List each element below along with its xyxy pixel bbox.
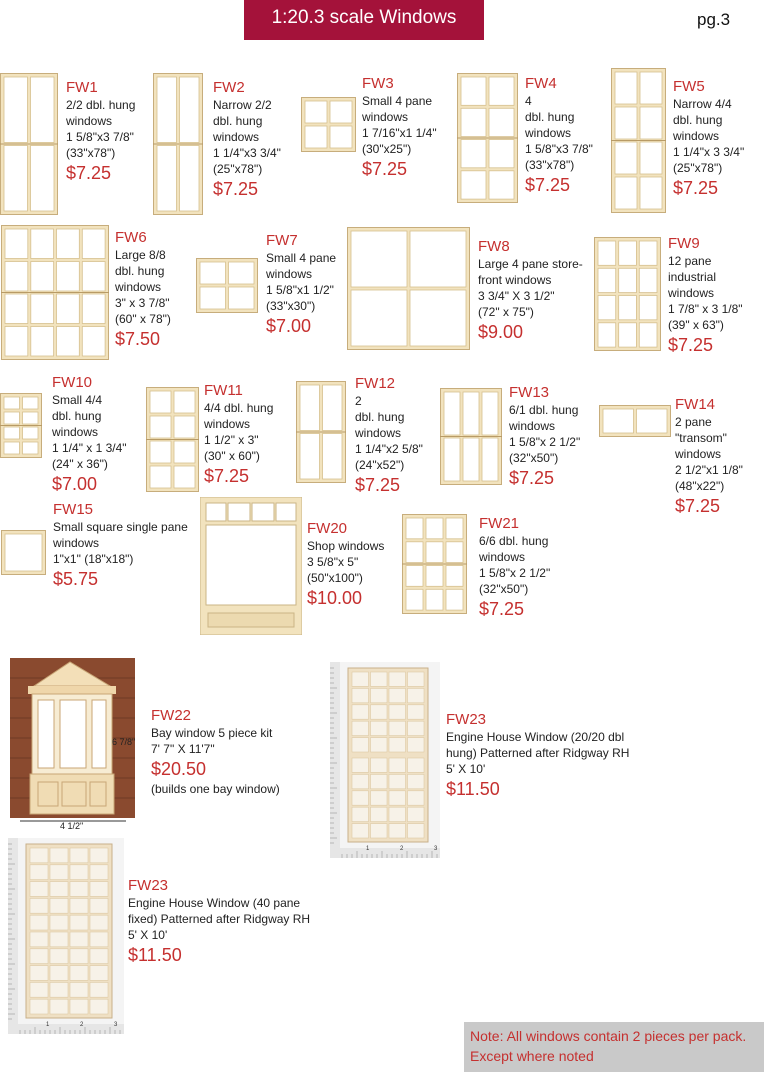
- item-line: Shop windows: [307, 539, 385, 553]
- item-line: 2 pane: [675, 415, 712, 429]
- item-code: FW6: [115, 229, 147, 246]
- item-line: 12 pane: [668, 254, 712, 268]
- item-line: (32"x50"): [509, 451, 559, 465]
- fw12-window-image: [296, 381, 346, 483]
- item-line: (50"x100"): [307, 571, 363, 585]
- item-fw15: [53, 500, 188, 591]
- item-price: $7.00: [266, 316, 312, 336]
- item-fw22: [151, 706, 280, 797]
- fw20-window-image: [200, 497, 302, 635]
- item-fw7: [266, 231, 336, 338]
- item-line: windows: [509, 419, 556, 433]
- item-fw13: [509, 383, 580, 490]
- item-line: 4: [525, 94, 532, 108]
- item-line: 1 5/8"x 2 1/2": [509, 435, 581, 449]
- item-line: windows: [355, 426, 402, 440]
- fw3-window-image: [301, 97, 356, 152]
- fw6-window-image: [1, 225, 109, 360]
- item-line: windows: [66, 114, 113, 128]
- item-line: Small 4/4: [52, 393, 103, 407]
- item-code: FW21: [479, 515, 520, 532]
- item-code: FW23: [446, 711, 487, 728]
- item-price: $11.50: [446, 779, 500, 799]
- item-line: (48"x22"): [675, 479, 725, 493]
- item-line: (24" x 36"): [52, 457, 108, 471]
- item-line: (24"x52"): [355, 458, 405, 472]
- item-code: FW10: [52, 374, 93, 391]
- item-price: $10.00: [307, 588, 363, 608]
- item-line: 3 5/8"x 5": [307, 555, 359, 569]
- item-fw9: [668, 234, 743, 357]
- item-line: 2: [355, 394, 362, 408]
- item-code: FW1: [66, 79, 98, 96]
- item-line: 3" x 3 7/8": [115, 296, 170, 310]
- bay-width-label: 4 1/2": [60, 821, 84, 831]
- item-line: windows: [675, 447, 722, 461]
- item-line: dbl. hung: [213, 114, 263, 128]
- item-line: Small 4 pane: [266, 251, 337, 265]
- item-fw1: [66, 78, 135, 185]
- item-line: 7' 7" X 11'7": [151, 742, 215, 756]
- item-line: 6/1 dbl. hung: [509, 403, 579, 417]
- item-line: dbl. hung: [52, 409, 102, 423]
- item-fw23-2020: [446, 710, 629, 801]
- item-price: $9.00: [478, 322, 524, 342]
- item-line: (25"x78"): [213, 162, 263, 176]
- item-line: 1 5/8"x3 7/8": [66, 130, 134, 144]
- item-line: (30" x 60"): [204, 449, 260, 463]
- item-line: windows: [673, 129, 720, 143]
- item-line: 1 5/8"x 2 1/2": [479, 566, 551, 580]
- item-price: $7.25: [479, 599, 525, 619]
- bay-height-label: 6 7/8": [112, 737, 136, 747]
- fw2-window-image: [153, 73, 203, 215]
- item-price: $7.25: [675, 496, 721, 516]
- item-price: $7.25: [204, 466, 250, 486]
- item-line: Large 4 pane store-: [478, 257, 583, 271]
- item-price: $7.50: [115, 329, 161, 349]
- item-code: FW5: [673, 78, 705, 95]
- item-line: dbl. hung: [355, 410, 405, 424]
- item-price: $7.25: [525, 175, 571, 195]
- page-title-banner: [244, 0, 484, 40]
- item-line: dbl. hung: [115, 264, 165, 278]
- fw8-window-image: [347, 227, 470, 350]
- item-fw2: [213, 78, 281, 201]
- item-price: $7.25: [668, 335, 714, 355]
- item-fw23-40pane: [128, 876, 310, 967]
- item-code: FW15: [53, 501, 94, 518]
- fw4-window-image: [457, 73, 518, 203]
- item-fw10: [52, 373, 127, 496]
- item-line: Narrow 2/2: [213, 98, 272, 112]
- item-line: windows: [115, 280, 162, 294]
- item-price: $7.00: [52, 474, 98, 494]
- item-price: $20.50: [151, 759, 207, 779]
- item-line: 6/6 dbl. hung: [479, 534, 549, 548]
- item-code: FW12: [355, 375, 396, 392]
- item-line: windows: [213, 130, 260, 144]
- item-line: "transom": [675, 431, 727, 445]
- item-line: Engine House Window (40 pane: [128, 896, 301, 910]
- item-fw4: [525, 74, 593, 197]
- fw9-window-image: [594, 237, 661, 351]
- item-line: windows: [479, 550, 526, 564]
- item-line: industrial: [668, 270, 717, 284]
- fw10-window-image: [0, 393, 42, 458]
- item-line: 4/4 dbl. hung: [204, 401, 274, 415]
- item-line: 2/2 dbl. hung: [66, 98, 136, 112]
- item-price: $7.25: [673, 178, 719, 198]
- item-line: 1 1/4" x 1 3/4": [52, 441, 127, 455]
- fw11-window-image: [146, 387, 199, 492]
- item-line: (33"x78"): [525, 158, 575, 172]
- item-line: 1 1/2" x 3": [204, 433, 259, 447]
- fw14-window-image: [599, 405, 671, 437]
- item-fw11: [204, 381, 273, 488]
- item-line: (39" x 63"): [668, 318, 724, 332]
- item-price: $7.25: [362, 159, 408, 179]
- item-code: FW9: [668, 235, 700, 252]
- item-code: FW3: [362, 75, 394, 92]
- item-line: 3 3/4" X 3 1/2": [478, 289, 555, 303]
- ruler-number: 2: [400, 846, 404, 852]
- item-price: $7.25: [509, 468, 555, 488]
- item-line: 2 1/2"x1 1/8": [675, 463, 743, 477]
- item-line: (33"x78"): [66, 146, 116, 160]
- page-number: pg.3: [697, 10, 731, 29]
- item-line: windows: [266, 267, 313, 281]
- item-code: FW7: [266, 232, 298, 249]
- item-fw14: [675, 395, 743, 518]
- item-fw6: [115, 228, 171, 351]
- item-fw8: [478, 237, 583, 344]
- item-line: 1"x1" (18"x18"): [53, 552, 134, 566]
- page-title: 1:20.3 scale Windows: [271, 7, 457, 28]
- item-line: 5' X 10': [446, 762, 486, 776]
- item-line: windows: [668, 286, 715, 300]
- item-line: (32"x50"): [479, 582, 529, 596]
- item-line: (30"x25"): [362, 142, 412, 156]
- item-line: windows: [52, 425, 99, 439]
- item-line: front windows: [478, 273, 552, 287]
- fw23-40pane-window-photo: [8, 838, 124, 1034]
- item-line: fixed) Patterned after Ridgway RH: [128, 912, 311, 926]
- item-price: $5.75: [53, 569, 99, 589]
- note-box: Note: All windows contain 2 pieces per pack. Except where noted: [464, 1022, 764, 1072]
- item-fw20: [307, 519, 384, 610]
- item-code: FW11: [204, 382, 243, 399]
- item-line: 1 5/8"x3 7/8": [525, 142, 593, 156]
- item-price: $7.25: [66, 163, 112, 183]
- item-line: Bay window 5 piece kit: [151, 726, 273, 740]
- item-code: FW23: [128, 877, 169, 894]
- item-price: $7.25: [355, 475, 401, 495]
- item-code: FW20: [307, 520, 348, 537]
- item-line: (25"x78"): [673, 161, 723, 175]
- item-code: FW14: [675, 396, 716, 413]
- item-line: 1 7/16"x1 1/4": [362, 126, 437, 140]
- item-code: FW4: [525, 75, 557, 92]
- item-line: (60" x 78"): [115, 312, 171, 326]
- item-line: windows: [53, 536, 100, 550]
- item-line: 1 1/4"x 3 3/4": [673, 145, 745, 159]
- fw23-2020-window-photo: [330, 662, 440, 858]
- fw1-window-image: [0, 73, 58, 215]
- item-code: FW13: [509, 384, 550, 401]
- ruler-number: 1: [46, 1022, 50, 1028]
- ruler-number: 3: [434, 846, 438, 852]
- item-line: Narrow 4/4: [673, 97, 732, 111]
- item-line: Small square single pane: [53, 520, 188, 534]
- item-code: FW22: [151, 707, 192, 724]
- item-line: hung) Patterned after Ridgway RH: [446, 746, 630, 760]
- item-line: windows: [204, 417, 251, 431]
- item-line: 1 7/8" x 3 1/8": [668, 302, 743, 316]
- item-line: 1 5/8"x1 1/2": [266, 283, 334, 297]
- item-line: Large 8/8: [115, 248, 166, 262]
- ruler-number: 1: [366, 846, 370, 852]
- item-line: windows: [525, 126, 572, 140]
- item-line: dbl. hung: [525, 110, 575, 124]
- item-note: (builds one bay window): [151, 782, 280, 796]
- item-line: (72" x 75"): [478, 305, 534, 319]
- item-line: 5' X 10': [128, 928, 168, 942]
- item-line: Small 4 pane: [362, 94, 433, 108]
- item-code: FW8: [478, 238, 510, 255]
- ruler-number: 2: [80, 1022, 84, 1028]
- item-line: Engine House Window (20/20 dbl: [446, 730, 625, 744]
- fw13-window-image: [440, 388, 502, 485]
- item-price: $11.50: [128, 945, 182, 965]
- item-price: $7.25: [213, 179, 259, 199]
- item-line: (33"x30"): [266, 299, 316, 313]
- item-code: FW2: [213, 79, 245, 96]
- fw21-window-image: [402, 514, 467, 614]
- fw7-window-image: [196, 258, 258, 313]
- item-line: 1 1/4"x2 5/8": [355, 442, 423, 456]
- item-fw5: [673, 77, 744, 200]
- ruler-number: 3: [114, 1022, 118, 1028]
- item-fw3: [362, 74, 437, 181]
- item-line: 1 1/4"x3 3/4": [213, 146, 281, 160]
- item-line: dbl. hung: [673, 113, 723, 127]
- item-fw12: [355, 374, 423, 497]
- fw5-window-image: [611, 68, 666, 213]
- item-fw21: [479, 514, 550, 621]
- item-line: windows: [362, 110, 409, 124]
- fw15-window-image: [1, 530, 46, 575]
